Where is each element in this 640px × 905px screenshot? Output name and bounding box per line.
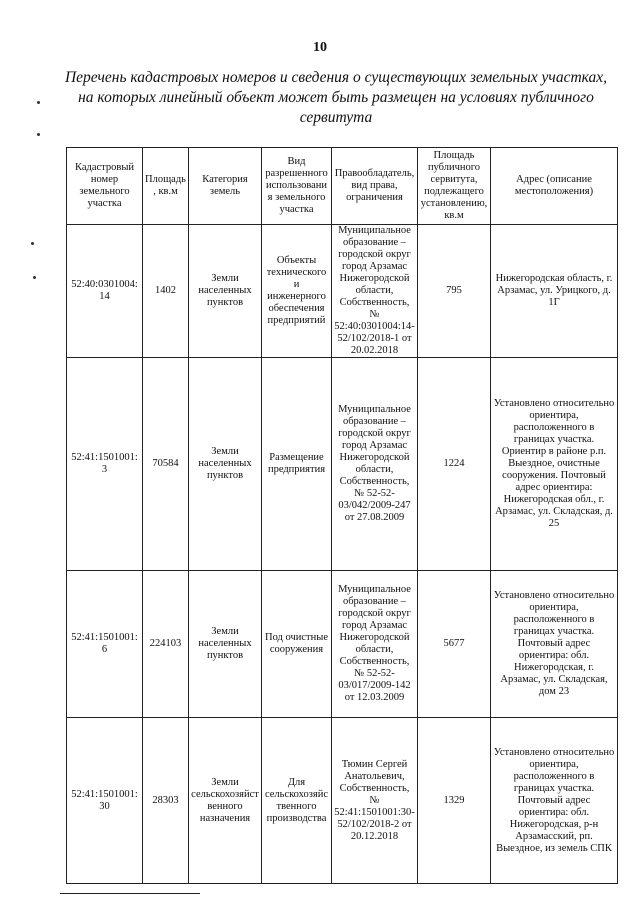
- table-header-row: [67, 148, 618, 225]
- cell-permitted-use: Для сельскохозяйственного производства: [262, 718, 332, 884]
- footnote-divider: [60, 893, 200, 894]
- cell-address: Установлено относительно ориентира, расположенного в границах участка. Почтовый адрес ориентира: обл. Нижегородская, р-н Арзамасский, рп. Выездное, из земель СПК: [491, 718, 618, 884]
- table-row: [67, 358, 618, 571]
- cell-land-category: Земли населенных пунктов: [189, 358, 262, 571]
- cell-cadastral-number: 52:41:1501001:30: [67, 718, 143, 884]
- cell-area: 28303: [143, 718, 189, 884]
- header-land-category: Категория земель: [189, 148, 262, 225]
- cell-cadastral-number: 52:41:1501001:3: [67, 358, 143, 571]
- cell-right-holder: Муниципальное образование – городской округ город Арзамас Нижегородской области, Собственность, № 52:40:0301004:14-52/102/2018-1 от 20.02.2018: [332, 225, 418, 358]
- document-title: Перечень кадастровых номеров и сведения о существующих земельных участках, на которых линейный объект может быть размещен на условиях публичного сервитута: [64, 69, 608, 126]
- cell-land-category: Земли сельскохозяйственного назначения: [189, 718, 262, 884]
- cell-address: Установлено относительно ориентира, расположенного в границах участка. Почтовый адрес ориентира: обл. Нижегородская, г. Арзамас, ул. Складская, дом 23: [491, 571, 618, 718]
- cell-servitude-area: 795: [418, 225, 491, 358]
- page-number: 10: [313, 40, 327, 55]
- cell-land-category: Земли населенных пунктов: [189, 225, 262, 358]
- cadastral-table: [66, 147, 618, 884]
- cell-servitude-area: 1329: [418, 718, 491, 884]
- cell-area: 70584: [143, 358, 189, 571]
- cell-area: 224103: [143, 571, 189, 718]
- cell-right-holder: Муниципальное образование – городской округ город Арзамас Нижегородской области, Собственность, № 52-52-03/042/2009-247 от 27.08.2009: [332, 358, 418, 571]
- cell-permitted-use: Объекты технического и инженерного обеспечения предприятий: [262, 225, 332, 358]
- table-row: [67, 225, 618, 358]
- header-servitude-area: Площадь публичного сервитута, подлежащего установлению, кв.м: [418, 148, 491, 225]
- header-address: Адрес (описание местоположения): [491, 148, 618, 225]
- cell-right-holder: Тюмин Сергей Анатольевич, Собственность, № 52:41:1501001:30-52/102/2018-2 от 20.12.2018: [332, 718, 418, 884]
- table-row: [67, 571, 618, 718]
- cell-area: 1402: [143, 225, 189, 358]
- cell-address: Установлено относительно ориентира, расположенного в границах участка. Ориентир в районе р.п. Выездное, очистные сооружения. Почтовый адрес ориентира: Нижегородская обл., г. Арзамас, ул. Складская, д. 25: [491, 358, 618, 571]
- cell-cadastral-number: 52:41:1501001:6: [67, 571, 143, 718]
- cell-permitted-use: Размещение предприятия: [262, 358, 332, 571]
- cell-servitude-area: 5677: [418, 571, 491, 718]
- cell-land-category: Земли населенных пунктов: [189, 571, 262, 718]
- header-permitted-use: Вид разрешенного использования земельного участка: [262, 148, 332, 225]
- scan-mark: [37, 101, 40, 104]
- cell-servitude-area: 1224: [418, 358, 491, 571]
- table-row: [67, 718, 618, 884]
- cell-address: Нижегородская область, г. Арзамас, ул. Урицкого, д. 1Г: [491, 225, 618, 358]
- header-right-holder: Правообладатель, вид права, ограничения: [332, 148, 418, 225]
- header-cadastral-number: Кадастровый номер земельного участка: [67, 148, 143, 225]
- header-area: Площадь, кв.м: [143, 148, 189, 225]
- scan-mark: [33, 276, 36, 279]
- cell-cadastral-number: 52:40:0301004:14: [67, 225, 143, 358]
- scan-mark: [31, 242, 34, 245]
- scan-mark: [37, 133, 40, 136]
- cell-permitted-use: Под очистные сооружения: [262, 571, 332, 718]
- cell-right-holder: Муниципальное образование – городской округ город Арзамас Нижегородской области, Собственность, № 52-52-03/017/2009-142 от 12.03.2009: [332, 571, 418, 718]
